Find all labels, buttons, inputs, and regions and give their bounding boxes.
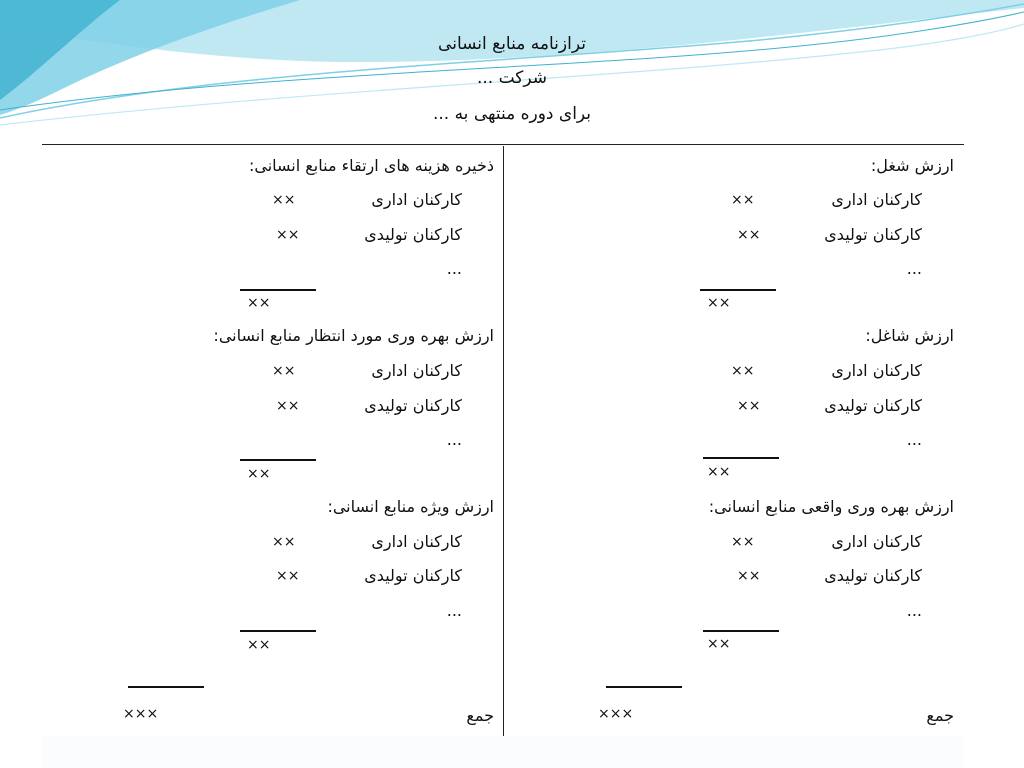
item-label: کارکنان اداری bbox=[371, 532, 462, 551]
subtotal-rule bbox=[240, 630, 316, 632]
subtotal-value: ×× bbox=[247, 466, 271, 482]
item-label: کارکنان تولیدی bbox=[364, 225, 462, 244]
total-label: جمع bbox=[466, 706, 494, 725]
item-value: ×× bbox=[276, 398, 300, 414]
section-heading: ارزش ویژه منابع انسانی: bbox=[327, 497, 494, 516]
ellipsis: ... bbox=[906, 430, 922, 449]
ellipsis: ... bbox=[446, 601, 462, 620]
total-label: جمع bbox=[926, 706, 954, 725]
subtotal-rule bbox=[703, 630, 779, 632]
item-value: ×× bbox=[737, 227, 761, 243]
item-label: کارکنان اداری bbox=[831, 190, 922, 209]
section-heading: ذخیره هزینه های ارتقاء منابع انسانی: bbox=[248, 156, 494, 175]
item-label: کارکنان تولیدی bbox=[824, 566, 922, 585]
item-value: ×× bbox=[731, 192, 755, 208]
item-value: ×× bbox=[276, 227, 300, 243]
subtotal-rule bbox=[703, 457, 779, 459]
subtotal-rule bbox=[700, 289, 776, 291]
item-label: کارکنان اداری bbox=[371, 190, 462, 209]
section-heading: ارزش شغل: bbox=[870, 156, 954, 175]
item-value: ×× bbox=[731, 363, 755, 379]
ellipsis: ... bbox=[906, 259, 922, 278]
table-top-rule bbox=[42, 144, 964, 145]
ellipsis: ... bbox=[446, 259, 462, 278]
column-divider bbox=[503, 146, 504, 736]
item-value: ×× bbox=[272, 192, 296, 208]
item-label: کارکنان تولیدی bbox=[364, 566, 462, 585]
total-rule bbox=[606, 686, 682, 688]
total-rule bbox=[128, 686, 204, 688]
section-heading: ارزش شاغل: bbox=[865, 326, 954, 345]
section-heading: ارزش بهره وری واقعی منابع انسانی: bbox=[708, 497, 954, 516]
subtotal-value: ×× bbox=[707, 636, 731, 652]
item-value: ×× bbox=[272, 534, 296, 550]
item-label: کارکنان اداری bbox=[371, 361, 462, 380]
item-value: ×× bbox=[276, 568, 300, 584]
item-label: کارکنان تولیدی bbox=[364, 396, 462, 415]
footer-band bbox=[42, 736, 964, 768]
report-title: ترازنامه منابع انسانی bbox=[438, 34, 586, 54]
item-value: ×× bbox=[737, 398, 761, 414]
total-value: ××× bbox=[123, 706, 159, 722]
item-value: ×× bbox=[731, 534, 755, 550]
item-value: ×× bbox=[272, 363, 296, 379]
company-name: شرکت ... bbox=[476, 68, 548, 88]
item-value: ×× bbox=[737, 568, 761, 584]
subtotal-rule bbox=[240, 289, 316, 291]
ellipsis: ... bbox=[906, 601, 922, 620]
item-label: کارکنان اداری bbox=[831, 532, 922, 551]
total-value: ××× bbox=[598, 706, 634, 722]
item-label: کارکنان اداری bbox=[831, 361, 922, 380]
subtotal-value: ×× bbox=[707, 295, 731, 311]
ellipsis: ... bbox=[446, 430, 462, 449]
item-label: کارکنان تولیدی bbox=[824, 396, 922, 415]
subtotal-rule bbox=[240, 459, 316, 461]
section-heading: ارزش بهره وری مورد انتظار منابع انسانی: bbox=[213, 326, 494, 345]
item-label: کارکنان تولیدی bbox=[824, 225, 922, 244]
subtotal-value: ×× bbox=[247, 637, 271, 653]
period-line: برای دوره منتهی به ... bbox=[432, 104, 592, 124]
subtotal-value: ×× bbox=[247, 295, 271, 311]
subtotal-value: ×× bbox=[707, 464, 731, 480]
